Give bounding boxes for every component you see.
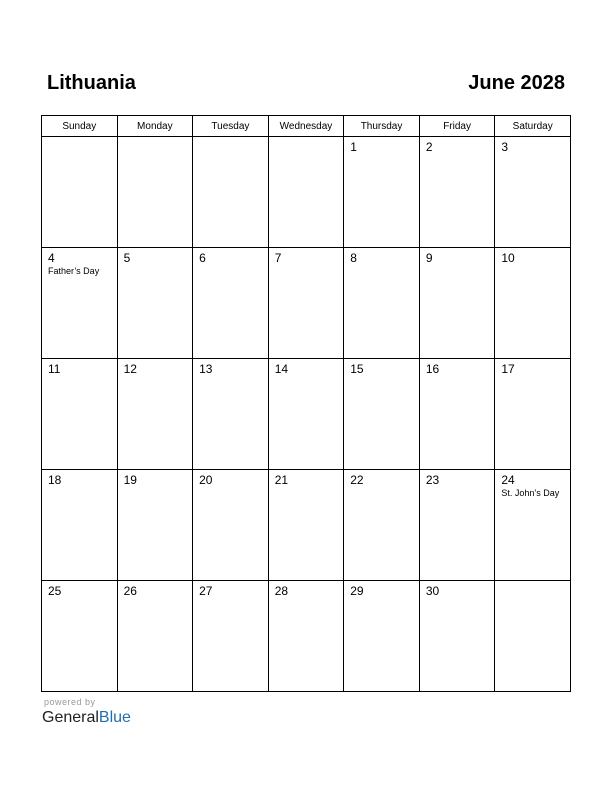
- day-cell: [117, 581, 193, 692]
- day-number: 24: [501, 473, 515, 487]
- calendar-month-title: June 2028: [468, 72, 565, 94]
- day-number: 25: [48, 584, 62, 598]
- weekday-header: Wednesday: [268, 116, 344, 137]
- weekday-header-row: [42, 116, 571, 137]
- day-cell: [495, 470, 571, 581]
- day-cell: [117, 137, 193, 248]
- brand-logo-blue: Blue: [98, 709, 131, 726]
- day-number: [193, 137, 268, 141]
- day-number: [495, 581, 570, 585]
- weekday-header: Saturday: [495, 116, 571, 137]
- day-cell: [419, 359, 495, 470]
- weekday-header: Tuesday: [193, 116, 269, 137]
- powered-by-label: powered by: [44, 697, 96, 707]
- day-cell: [193, 137, 269, 248]
- holiday-label: Father’s Day: [48, 266, 100, 276]
- day-cell: [268, 470, 344, 581]
- day-cell: [344, 359, 420, 470]
- day-cell: [117, 359, 193, 470]
- day-number: 15: [350, 362, 364, 376]
- day-cell: [193, 581, 269, 692]
- day-cell: [268, 248, 344, 359]
- weekday-header: Sunday: [42, 116, 118, 137]
- day-number: 28: [274, 584, 289, 598]
- calendar-grid: [41, 115, 571, 692]
- day-number: 6: [199, 251, 206, 265]
- week-row: [42, 248, 571, 359]
- day-cell: [344, 248, 420, 359]
- day-cell: [268, 137, 344, 248]
- day-number: 12: [123, 362, 137, 376]
- week-row: [42, 581, 571, 692]
- weekday-header: Thursday: [344, 116, 420, 137]
- day-cell: [42, 137, 118, 248]
- day-number: 27: [199, 584, 213, 598]
- day-number: 13: [199, 362, 213, 376]
- day-cell: [344, 137, 420, 248]
- week-row: [42, 359, 571, 470]
- day-cell: [419, 248, 495, 359]
- day-number: 8: [350, 251, 357, 265]
- day-cell: [117, 248, 193, 359]
- day-cell: [193, 248, 269, 359]
- day-cell: [419, 137, 495, 248]
- day-cell: [495, 359, 571, 470]
- day-number: 22: [350, 473, 364, 487]
- day-number: 20: [199, 473, 213, 487]
- day-cell: [193, 470, 269, 581]
- day-number: 2: [425, 140, 433, 154]
- brand-logo-general: General: [42, 709, 99, 726]
- day-number: 11: [48, 362, 61, 376]
- day-cell: [42, 248, 118, 359]
- day-number: 7: [274, 251, 282, 265]
- day-number: [42, 137, 117, 141]
- day-number: 26: [123, 584, 137, 598]
- weekday-header: Monday: [117, 116, 193, 137]
- day-number: [118, 137, 193, 141]
- day-number: 10: [501, 251, 515, 265]
- day-cell: [117, 470, 193, 581]
- day-cell: [419, 581, 495, 692]
- day-cell: [42, 470, 118, 581]
- day-cell: [344, 581, 420, 692]
- week-row: [42, 137, 571, 248]
- day-number: 30: [425, 584, 440, 598]
- day-cell: [495, 248, 571, 359]
- week-row: [42, 470, 571, 581]
- day-number: 4: [48, 251, 55, 265]
- day-number: 16: [425, 362, 440, 376]
- day-number: 5: [123, 251, 131, 265]
- day-cell: [42, 581, 118, 692]
- day-number: 3: [501, 140, 509, 154]
- day-cell: [193, 359, 269, 470]
- day-number: 9: [425, 251, 433, 265]
- day-cell: [42, 359, 118, 470]
- day-number: 19: [123, 473, 137, 487]
- day-cell: [495, 137, 571, 248]
- day-cell: [268, 581, 344, 692]
- day-number: 14: [274, 362, 289, 376]
- brand-logo[interactable]: [42, 709, 131, 727]
- day-number: [269, 137, 344, 141]
- day-number: 18: [48, 473, 62, 487]
- calendar-country-title: Lithuania: [47, 72, 136, 94]
- day-number: 29: [350, 584, 364, 598]
- day-cell: [419, 470, 495, 581]
- day-number: 17: [501, 362, 515, 376]
- day-cell: [268, 359, 344, 470]
- day-cell: [495, 581, 571, 692]
- day-number: 23: [425, 473, 440, 487]
- day-cell: [344, 470, 420, 581]
- day-number: 21: [274, 473, 289, 487]
- holiday-label: St. John’s Day: [501, 488, 560, 498]
- day-number: 1: [350, 140, 357, 154]
- weekday-header: Friday: [419, 116, 495, 137]
